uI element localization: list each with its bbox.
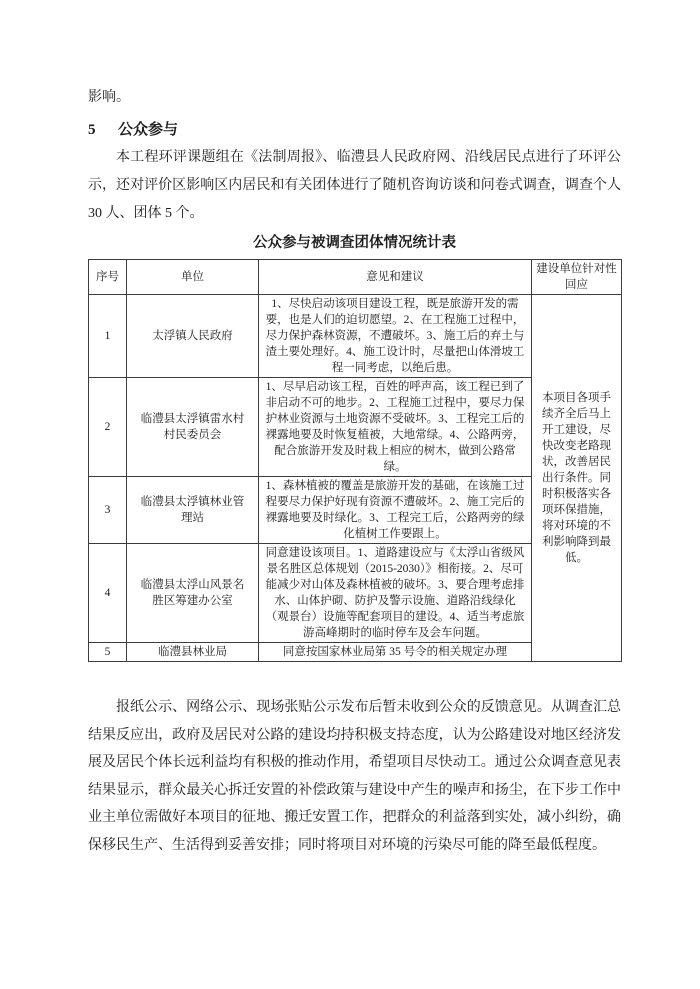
cell-unit: 临澧县太浮山风景名胜区筹建办公室 <box>127 544 259 643</box>
table-header-row <box>89 260 622 295</box>
header-cell-no: 序号 <box>89 260 127 295</box>
intro-paragraph: 本工程环评课题组在《法制周报》、临澧县人民政府网、沿线居民点进行了环评公示，还对评价区影响区内居民和有关团体进行了随机咨询访谈和问卷式调查，调查个人 30 人、团体 5 个。 <box>88 150 621 221</box>
cell-opinion: 同意建设该项目。1、道路建设应与《太浮山省级风景名胜区总体规划（2015-2030）》相衔接。2、尽可能减少对山体及森林植被的破坏。3、要合理考虑排水、山体护砌、防护及警示设施、道路沿线绿化（观景台）设施等配套项目的建设。4、适当考虑旅游高峰期时的临时停车及会车问题。 <box>259 544 532 643</box>
cell-opinion: 同意按国家林业局第 35 号令的相关规定办理 <box>259 643 532 662</box>
cell-response-merged: 本项目各项手续齐全后马上开工建设，尽快改变老路现状，改善居民出行条件。同时积极落实各项环保措施，将对环境的不利影响降到最低。 <box>532 295 622 662</box>
cell-unit: 临澧县太浮镇林业管理站 <box>127 477 259 544</box>
header-cell-response: 建设单位针对性回应 <box>532 260 622 295</box>
cell-row-number: 1 <box>89 295 127 378</box>
survey-table <box>88 259 622 662</box>
cell-row-number: 2 <box>89 378 127 477</box>
cell-unit: 临澧县太浮镇雷水村村民委员会 <box>127 378 259 477</box>
cell-row-number: 5 <box>89 643 127 662</box>
cell-row-number: 3 <box>89 477 127 544</box>
cell-row-number: 4 <box>89 544 127 643</box>
continuation-text: 影响。 <box>88 90 130 105</box>
section-number: 5 <box>88 122 96 138</box>
table-title: 公众参与被调查团体情况统计表 <box>253 235 456 251</box>
section-title: 公众参与 <box>118 122 179 138</box>
cell-opinion: 1、尽早启动该工程，百姓的呼声高，该工程已到了非启动不可的地步。2、工程施工过程中，要尽力保护林业资源与土地资源不受破坏。3、工程完工后的裸露地要及时恢复植被，大地常绿。4、公路两旁，配合旅游开发及时栽上相应的树木，做到公路常绿。 <box>259 378 532 477</box>
header-cell-opinion: 意见和建议 <box>259 260 532 295</box>
conclusion-paragraph: 报纸公示、网络公示、现场张贴公示发布后暂未收到公众的反馈意见。从调查汇总结果反应出，政府及居民对公路的建设均持积极支持态度，认为公路建设对地区经济发展及居民个体长远利益均有积极的推动作用，希望项目尽快动工。通过公众调查意见表结果显示，群众最关心拆迁安置的补偿政策与建设中产生的噪声和扬尘，在下步工作中业主单位需做好本项目的征地、搬迁安置工作，把群众的利益落到实处，减小纠纷，确保移民生产、生活得到妥善安排；同时将项目对环境的污染尽可能的降至最低程度。 <box>88 700 621 853</box>
cell-opinion: 1、森林植被的覆盖是旅游开发的基础，在该施工过程要尽力保护好现有资源不遭破坏。2、施工完后的裸露地要及时绿化。3、工程完工后，公路两旁的绿化植树工作要跟上。 <box>259 477 532 544</box>
table-row <box>89 295 622 378</box>
cell-unit: 太浮镇人民政府 <box>127 295 259 378</box>
cell-unit: 临澧县林业局 <box>127 643 259 662</box>
section-heading <box>88 116 621 144</box>
cell-opinion: 1、尽快启动该项目建设工程，既是旅游开发的需要，也是人们的迫切愿望。2、在工程施工过程中，尽力保护森林资源，不遭破坏。3、施工后的弃土与渣土要处理好。4、施工设计时，尽量把山体滑坡工程一同考虑，以绝后患。 <box>259 295 532 378</box>
header-cell-unit: 单位 <box>127 260 259 295</box>
